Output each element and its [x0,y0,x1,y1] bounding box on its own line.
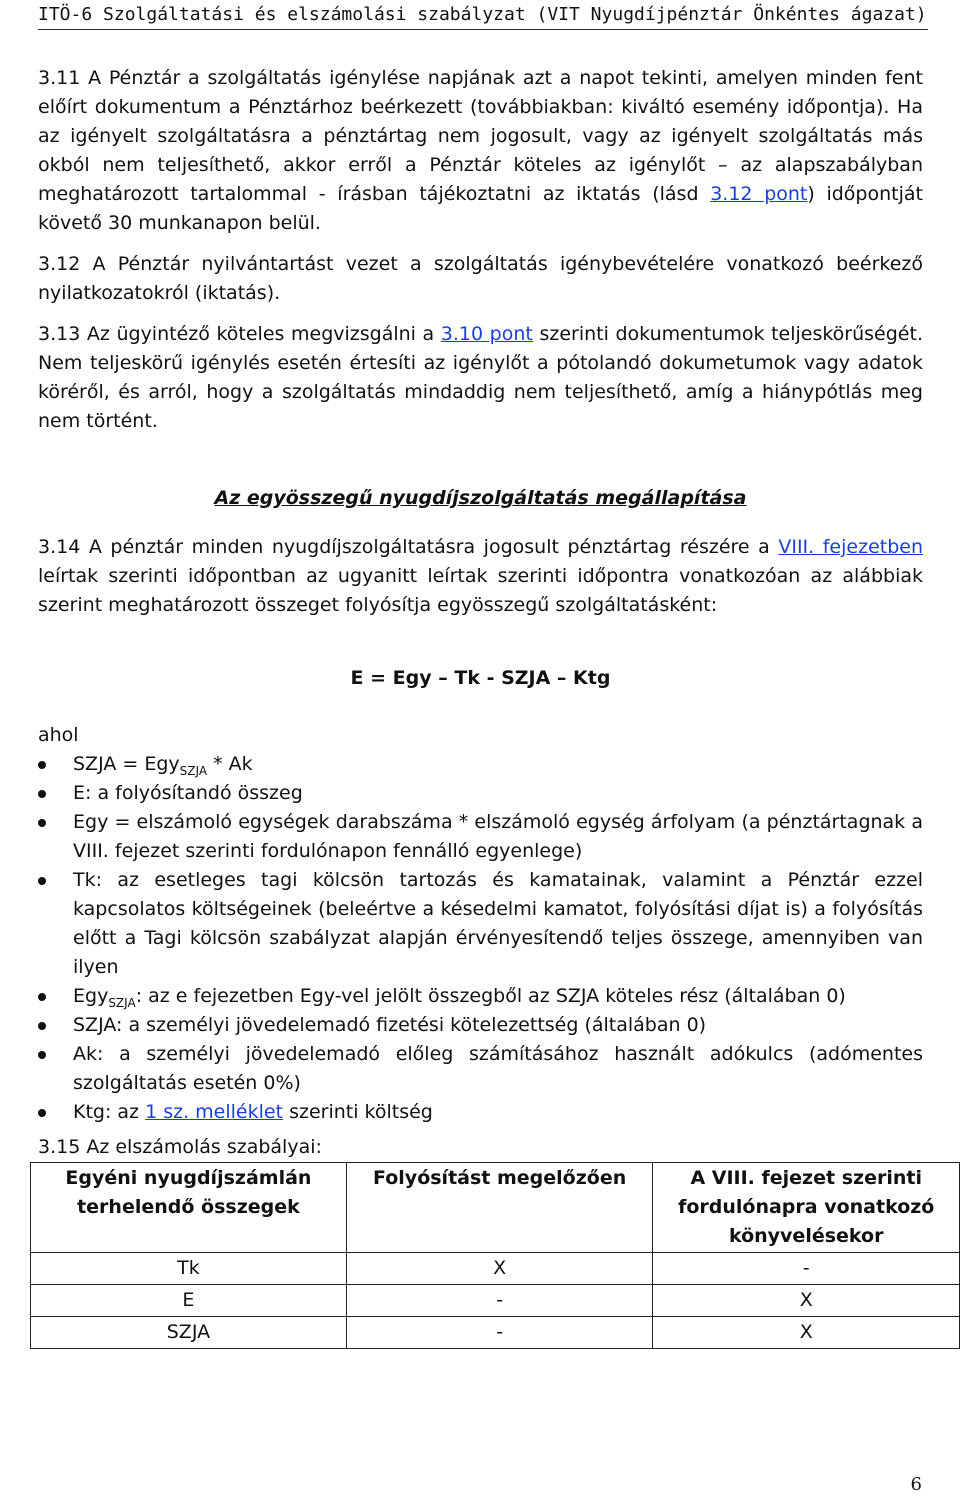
document-body [38,64,935,1349]
column-header: A VIII. fejezet szerinti fordulónapra vonatkozó könyvelésekor [653,1163,960,1253]
list-item: Egy = elszámoló egységek darabszáma * elszámoló egység árfolyam (a pénztártagnak a VIII. fejezet szerinti fordulónapon fennálló egyenlege) [38,808,923,866]
table-row [31,1285,960,1317]
table-header-row [31,1163,960,1253]
paragraph-3-11: 3.11 A Pénztár a szolgáltatás igénylése napjának azt a napot tekinti, amelyen minden fent előírt dokumentum a Pénztárhoz beérkezett (továbbiakban: kiváltó esemény időpontja). Ha az igényelt szolgáltatásra a pénztártag nem jogosult, vagy az igényelt szolgáltatás más okból nem teljesíthető, akkor erről a Pénztár köteles az igénylőt – az alapszabályban meghatározott tartalommal - írásban tájékoztatni az iktatás (lásd 3.12 pont) időpontját követő 30 munkanapon belül. [38,67,923,234]
settlement-table [30,1162,960,1349]
table-cell: X [346,1253,653,1285]
paragraph-number: 3.12 [38,253,81,275]
definition-list [38,750,923,1127]
page-number: 6 [910,1474,922,1495]
list-item: Ak: a személyi jövedelemadó előleg számításához használt adókulcs (adómentes szolgáltatás esetén 0%) [38,1040,923,1098]
paragraph-3-15: 3.15 Az elszámolás szabályai: [38,1136,322,1158]
table-cell: - [653,1253,960,1285]
paragraph-number: 3.14 [38,536,81,558]
list-item: Tk: az esetleges tagi kölcsön tartozás és kamatainak, valamint a Pénztár ezzel kapcsolatos költségeinek (beleértve a késedelmi kamatot, folyósítási díjat is) a folyósítás előtt a Tagi kölcsön szabályzat alapján érvényesítendő teljes összege, amennyiben van ilyen [38,866,923,982]
where-label: ahol [38,724,79,746]
table-cell: E [31,1285,347,1317]
bullet-icon [38,1022,46,1030]
table-row [31,1317,960,1349]
bullet-icon [38,1109,46,1117]
bullet-icon [38,761,46,769]
list-item: Ktg: az 1 sz. melléklet szerinti költség [38,1098,923,1127]
link-viii-fejezet[interactable]: VIII. fejezetben [778,536,923,558]
table-row [31,1253,960,1285]
list-item: SZJA = Egy$_{SZJA}$ * Ak [38,750,923,779]
paragraph-3-14: 3.14 A pénztár minden nyugdíjszolgáltatásra jogosult pénztártag részére a VIII. fejezetben leírtak szerinti időpontban az ugyanitt leírtak szerinti időpontra vonatkozóan az alábbiak szerint meghatározott összeget folyósítja egyösszegű szolgáltatásként: [38,536,923,616]
list-item: E: a folyósítandó összeg [38,779,923,808]
bullet-icon [38,993,46,1001]
table-cell: X [653,1317,960,1349]
table-cell: - [346,1285,653,1317]
table-cell: - [346,1317,653,1349]
page-header: ITÖ-6 Szolgáltatási és elszámolási szabályzat (VIT Nyugdíjpénztár Önkéntes ágazat) [38,4,928,30]
bullet-icon [38,1051,46,1059]
table-cell: SZJA [31,1317,347,1349]
link-3-12-pont[interactable]: 3.12 pont [710,183,808,205]
link-3-10-pont[interactable]: 3.10 pont [440,323,533,345]
bullet-icon [38,790,46,798]
column-header: Folyósítást megelőzően [346,1163,653,1253]
formula: E = Egy – Tk - SZJA – Ktg [350,667,611,689]
paragraph-3-13: 3.13 Az ügyintéző köteles megvizsgálni a 3.10 pont szerinti dokumentumok teljeskörűségét. Nem teljeskörű igénylés esetén értesíti az igénylőt a pótolandó dokumetumok vagy adatok köréről, és arról, hogy a szolgáltatás mindaddig nem teljesíthető, amíg a hiánypótlás meg nem történt. [38,323,923,432]
list-item: SZJA: a személyi jövedelemadó fizetési kötelezettség (általában 0) [38,1011,923,1040]
paragraph-number: 3.13 [38,323,81,345]
table-cell: Tk [31,1253,347,1285]
paragraph-number: 3.11 [38,67,81,89]
paragraph-number: 3.15 [38,1136,81,1158]
section-title: Az egyösszegű nyugdíjszolgáltatás megállapítása [214,487,747,509]
bullet-icon [38,877,46,885]
bullet-icon [38,819,46,827]
table-cell: X [653,1285,960,1317]
link-melleklet[interactable]: 1 sz. melléklet [145,1101,284,1123]
list-item: Egy$_{SZJA}$: az e fejezetben Egy-vel jelölt összegből az SZJA köteles rész (általában 0) [38,982,923,1011]
column-header: Egyéni nyugdíjszámlán terhelendő összegek [31,1163,347,1253]
paragraph-3-12: 3.12 A Pénztár nyilvántartást vezet a szolgáltatás igénybevételére vonatkozó beérkező nyilatkozatokról (iktatás). [38,253,923,304]
